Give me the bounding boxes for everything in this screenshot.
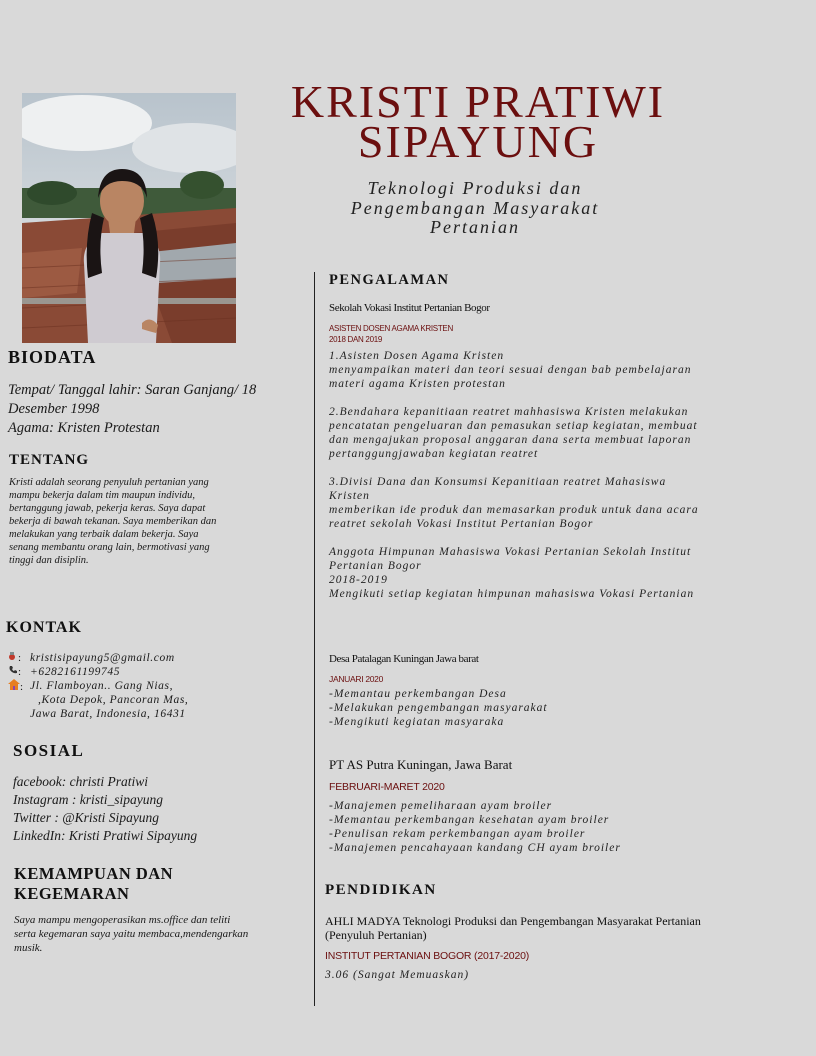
education-gpa: 3.06 (Sangat Memuaskan) [325, 969, 470, 981]
biodata-heading: BIODATA [8, 347, 97, 367]
kontak-section [8, 651, 308, 721]
job-3-organization: PT AS Putra Kuningan, Jawa Barat [329, 757, 513, 772]
job-2-organization: Desa Patalagan Kuningan Jawa barat [329, 653, 479, 665]
job-1-description [329, 349, 709, 601]
home-icon: : [8, 679, 30, 694]
subtitle-line-1: Teknologi Produksi dan [367, 178, 583, 198]
pengalaman-heading: PENGALAMAN [329, 272, 450, 288]
subtitle [330, 179, 620, 238]
subtitle-line-3: Pertanian [430, 217, 520, 237]
job-1-organization: Sekolah Vokasi Institut Pertanian Bogor [329, 302, 490, 314]
education-degree: AHLI MADYA Teknologi Produksi dan Pengembangan Masyarakat Pertanian (Penyuluh Pertanian) [325, 914, 701, 942]
kemampuan-heading: KEMAMPUAN DAN KEGEMARAN [14, 864, 174, 903]
email-address[interactable]: kristisipayung5@gmail.com [30, 652, 175, 664]
biodata-section [8, 381, 293, 438]
twitter-link[interactable]: Twitter : @Kristi Sipayung [13, 810, 160, 825]
email-row [8, 651, 308, 665]
pendidikan-heading: PENDIDIKAN [325, 882, 437, 898]
job-1-item-4: Anggota Himpunan Mahasiswa Vokasi Pertanian Sekolah Institut Pertanian Bogor 2018-2019 Mengikuti setiap kegiatan himpunan mahasiswa Vokasi Pertanian [329, 546, 695, 600]
education-school: INSTITUT PERTANIAN BOGOR (2017-2020) [325, 950, 530, 962]
birth-info: Tempat/ Tanggal lahir: Saran Ganjang/ 18 Desember 1998 [8, 382, 257, 417]
linkedin-link[interactable]: LinkedIn: Kristi Pratiwi Sipayung [13, 828, 198, 843]
job-1-years: 2018 DAN 2019 [329, 335, 383, 344]
tentang-heading: TENTANG [9, 452, 90, 468]
subtitle-line-2: Pengembangan Masyarakat [350, 197, 600, 218]
phone-icon: : [8, 665, 30, 679]
phone-number[interactable]: +6282161199745 [30, 666, 121, 678]
address-row [8, 679, 308, 721]
job-2-date: JANUARI 2020 [329, 674, 384, 684]
kemampuan-text: Saya mampu mengoperasikan ms.office dan teliti serta kegemaran saya yaitu membaca,mendengarkan musik. [14, 914, 249, 954]
religion-info: Agama: Kristen Protestan [8, 420, 160, 436]
job-3-description: -Manajemen pemeliharaan ayam broiler -Memantau perkembangan kesehatan ayam broiler -Penulisan rekam perkembangan ayam broiler -Manajemen pencahayaan kandang CH ayam broiler [329, 800, 621, 854]
phone-row [8, 665, 308, 679]
job-1-item-3: 3.Divisi Dana dan Konsumsi Kepanitiaan reatret Mahasiswa Kristen memberikan ide produk dan memasarkan produk untuk dana acara reatret sekolah Vokasi Institut Pertanian Bogor [329, 476, 699, 530]
job-1-meta [329, 323, 453, 345]
instagram-link[interactable]: Instagram : kristi_sipayung [13, 792, 163, 807]
profile-photo [22, 93, 236, 343]
tentang-text: Kristi adalah seorang penyuluh pertanian yang mampu bekerja dalam tim maupun individu, bertanggung jawab, pekerja keras. Saya dapat bekerja di bawah tekanan. Saya memberikan dan melakukan yang terbaik dalam bekerja. Saya senang membantu orang lain, bermotivasi yang tinggi dan disiplin. [9, 477, 217, 566]
sosial-section [13, 773, 303, 845]
kontak-heading: KONTAK [6, 619, 82, 636]
facebook-link[interactable]: facebook: christi Pratiwi [13, 774, 148, 789]
address: Jl. Flamboyan.. Gang Nias, ,Kota Depok, Pancoran Mas, Jawa Barat, Indonesia, 16431 [30, 680, 189, 720]
name-line-1: KRISTI PRATIWI [290, 76, 666, 127]
page-title [250, 76, 706, 167]
job-2-description: -Memantau perkembangan Desa -Melakukan pengembangan masyarakat -Mengikuti kegiatan masyaraka [329, 688, 548, 728]
job-1-item-1: 1.Asisten Dosen Agama Kristen menyampaikan materi dan teori sesuai dengan bab pembelajaran materi agama Kristen protestan [329, 350, 692, 390]
column-divider [314, 272, 315, 1006]
name-line-2: SIPAYUNG [357, 116, 599, 167]
sosial-heading: SOSIAL [13, 741, 85, 760]
job-1-role: ASISTEN DOSEN AGAMA KRISTEN [329, 324, 453, 333]
email-icon: : [8, 651, 30, 665]
job-1-item-2: 2.Bendahara kepanitiaan reatret mahhasiswa Kristen melakukan pencatatan pengeluaran dan pemasukan setiap kegiatan, membuat dan mengajukan proposal anggaran dana serta membuat laporan pertanggungjawaban kegiatan reatret [329, 406, 698, 460]
job-3-date: FEBRUARI-MARET 2020 [329, 781, 445, 793]
